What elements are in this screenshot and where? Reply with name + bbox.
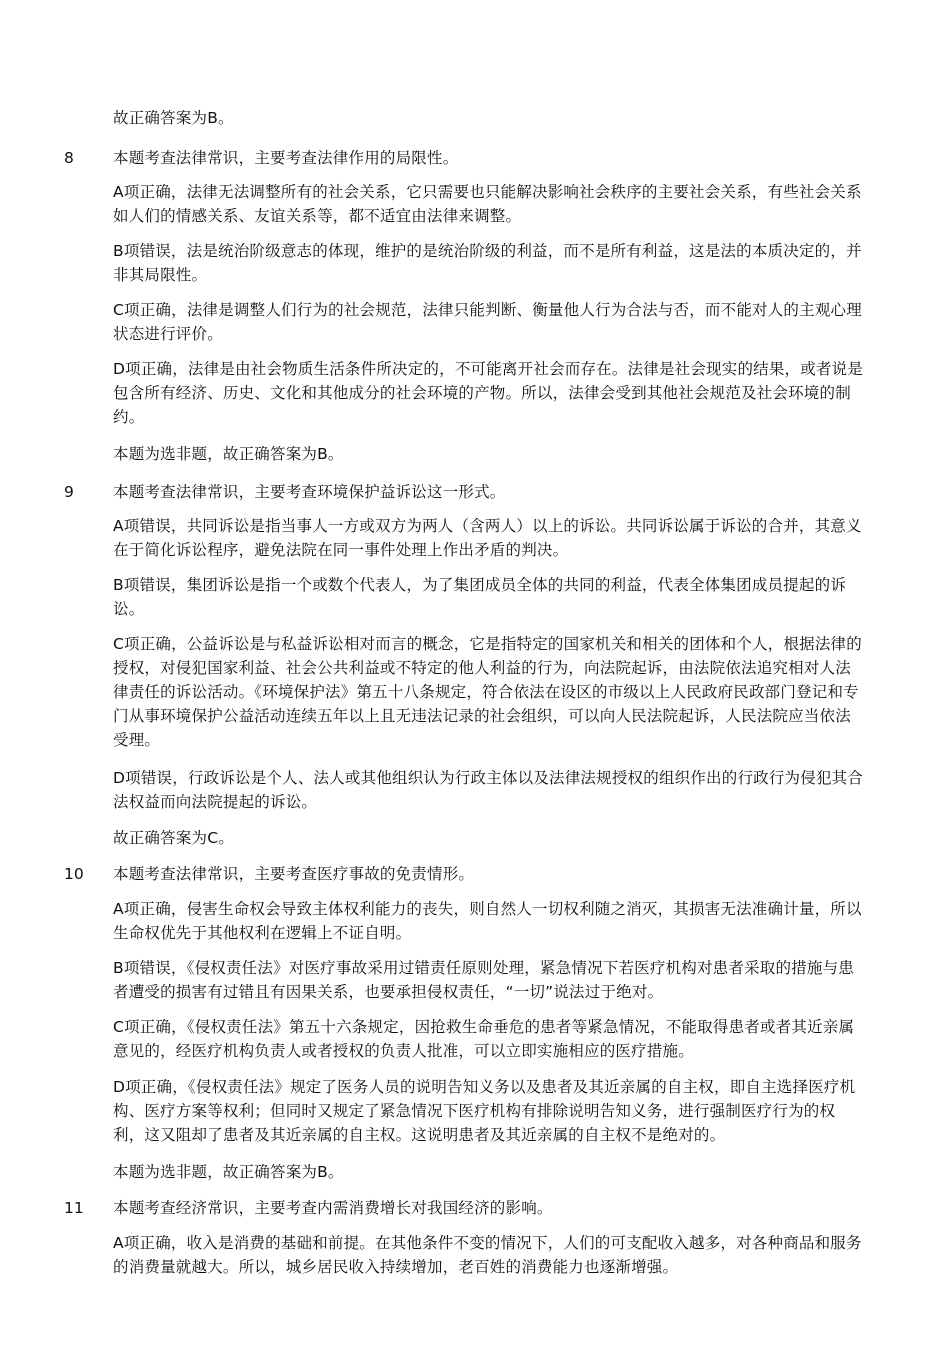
- lead-answer: 故正确答案为B。: [113, 109, 234, 127]
- question-number: 10: [64, 865, 84, 883]
- option-b: B项错误，集团诉讼是指一个或数个代表人，为了集团成员全体的共同的利益，代表全体集团成员提起的诉讼。: [113, 576, 847, 618]
- question-conclusion: 本题为选非题，故正确答案为B。: [113, 445, 344, 463]
- option-d: D项错误，行政诉讼是个人、法人或其他组织认为行政主体以及法律法规授权的组织作出的行政行为侵犯其合法权益而向法院提起的诉讼。: [113, 769, 864, 811]
- option-d: D项正确，法律是由社会物质生活条件所决定的，不可能离开社会而存在。法律是社会现实的结果，或者说是包含所有经济、历史、文化和其他成分的社会环境的产物。所以，法律会受到其他社会规范及社会环境的制约。: [113, 360, 864, 426]
- question-number: 8: [64, 149, 74, 167]
- option-b: B项错误，《侵权责任法》对医疗事故采用过错责任原则处理，紧急情况下若医疗机构对患者采取的措施与患者遭受的损害有过错且有因果关系，也要承担侵权责任，“一切”说法过于绝对。: [113, 959, 854, 1001]
- option-a: A项正确，收入是消费的基础和前提。在其他条件不变的情况下，人们的可支配收入越多，对各种商品和服务的消费量就越大。所以，城乡居民收入持续增加，老百姓的消费能力也逐渐增强。: [113, 1234, 862, 1276]
- option-b: B项错误，法是统治阶级意志的体现，维护的是统治阶级的利益，而不是所有利益，这是法的本质决定的，并非其局限性。: [113, 242, 862, 284]
- option-c: C项正确，《侵权责任法》第五十六条规定，因抢救生命垂危的患者等紧急情况，不能取得患者或者其近亲属意见的，经医疗机构负责人或者授权的负责人批准，可以立即实施相应的医疗措施。: [113, 1018, 855, 1060]
- option-a: A项正确，侵害生命权会导致主体权利能力的丧失，则自然人一切权利随之消灭，其损害无法准确计量，所以生命权优先于其他权利在逻辑上不证自明。: [113, 900, 862, 942]
- option-d: D项正确，《侵权责任法》规定了医务人员的说明告知义务以及患者及其近亲属的自主权，即自主选择医疗机构、医疗方案等权利；但同时又规定了紧急情况下医疗机构有排除说明告知义务，进行强制医疗行为的权利，这又阻却了患者及其近亲属的自主权。这说明患者及其近亲属的自主权不是绝对的。: [113, 1078, 856, 1144]
- question-intro: 本题考查法律常识，主要考查医疗事故的免责情形。: [113, 865, 475, 883]
- option-a: A项错误，共同诉讼是指当事人一方或双方为两人（含两人）以上的诉讼。共同诉讼属于诉讼的合并，其意义在于简化诉讼程序，避免法院在同一事件处理上作出矛盾的判决。: [113, 517, 862, 559]
- question-intro: 本题考查法律常识，主要考查法律作用的局限性。: [113, 149, 459, 167]
- question-intro: 本题考查经济常识，主要考查内需消费增长对我国经济的影响。: [113, 1199, 553, 1217]
- question-number: 9: [64, 483, 74, 501]
- option-c: C项正确，公益诉讼是与私益诉讼相对而言的概念，它是指特定的国家机关和相关的团体和个人，根据法律的授权，对侵犯国家利益、社会公共利益或不特定的他人利益的行为，向法院起诉，由法院依法追究相对人法律责任的诉讼活动。《环境保护法》第五十八条规定，符合依法在设区的市级以上人民政府民政部门登记和专门从事环境保护公益活动连续五年以上且无违法记录的社会组织，可以向人民法院起诉，人民法院应当依法受理。: [113, 635, 862, 749]
- option-c: C项正确，法律是调整人们行为的社会规范，法律只能判断、衡量他人行为合法与否，而不能对人的主观心理状态进行评价。: [113, 301, 862, 343]
- question-conclusion: 故正确答案为C。: [113, 829, 234, 847]
- question-intro: 本题考查法律常识，主要考查环境保护益诉讼这一形式。: [113, 483, 506, 501]
- question-conclusion: 本题为选非题，故正确答案为B。: [113, 1163, 344, 1181]
- option-a: A项正确，法律无法调整所有的社会关系，它只需要也只能解决影响社会秩序的主要社会关系，有些社会关系如人们的情感关系、友谊关系等，都不适宜由法律来调整。: [113, 183, 862, 225]
- question-number: 11: [64, 1199, 84, 1217]
